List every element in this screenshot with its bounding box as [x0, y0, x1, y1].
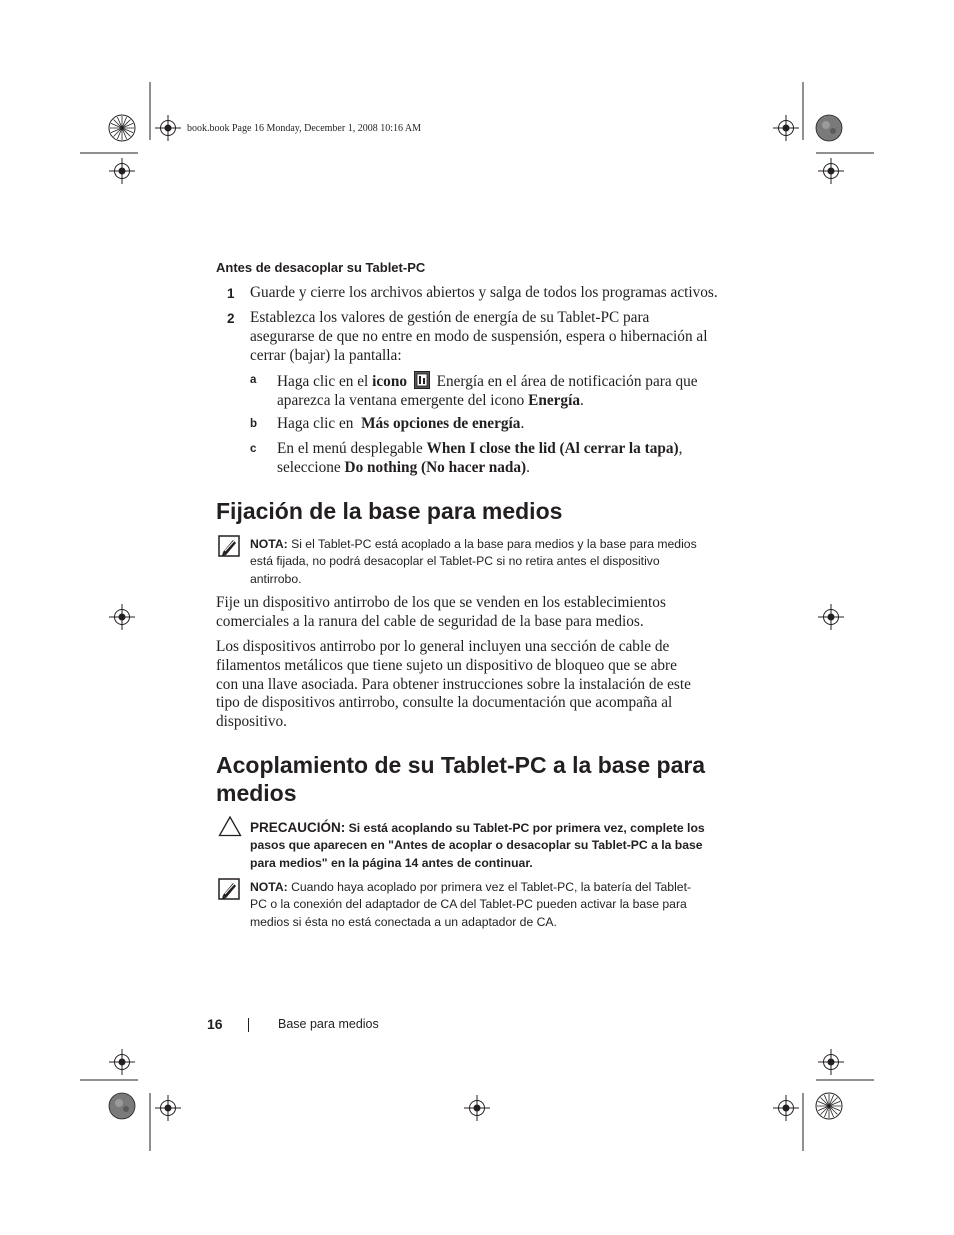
note-pencil-icon — [218, 878, 240, 900]
registration-mark — [109, 1049, 135, 1075]
power-meter-icon — [414, 371, 430, 389]
substep-text: En el menú desplegable When I close the lid (Al cerrar la tapa), seleccione Do nothing (No hacer nada). — [277, 440, 683, 476]
page-number: 16 — [207, 1016, 223, 1032]
registration-mark — [818, 604, 844, 630]
substep-letter: c — [250, 443, 257, 455]
substep-text: Haga clic en Más opciones de energía. — [277, 415, 525, 432]
note-docking: NOTA: Cuando haya acoplado por primera vez el Tablet-PC, la batería del Tablet- PC o la conexión del adaptador de CA del Tablet-PC pueden activar la base para medios si ésta no está conectada a un adaptador de CA. — [250, 880, 692, 929]
registration-mark — [818, 158, 844, 184]
substep-letter: a — [250, 374, 257, 386]
print-header: book.book Page 16 Monday, December 1, 2008 10:16 AM — [187, 123, 422, 134]
registration-mark — [155, 115, 181, 141]
substep-letter: b — [250, 418, 258, 430]
step-number: 2 — [227, 311, 235, 326]
gray-mark — [109, 1093, 135, 1119]
starburst-mark — [816, 1093, 842, 1119]
caution-triangle-icon — [218, 815, 242, 837]
paragraph: Los dispositivos antirrobo por lo general incluyen una sección de cable de filamentos metálicos que tiene sujeto un dispositivo de bloqueo que se abre con una llave asociada. Para obtener instrucciones sobre la instalación de este tipo de dispositivos antirrobo, consulte la documentación que acompaña al dispositivo. — [216, 638, 691, 731]
registration-mark — [109, 604, 135, 630]
subheading-before-undock: Antes de desacoplar su Tablet-PC — [216, 260, 426, 275]
registration-mark — [109, 158, 135, 184]
step-number: 1 — [227, 286, 235, 301]
step-text: Establezca los valores de gestión de energía de su Tablet-PC para asegurarse de que no entre en modo de suspensión, espera o hibernación al cerrar (bajar) la pantalla: — [250, 309, 708, 364]
registration-mark — [155, 1095, 181, 1121]
registration-mark — [773, 1095, 799, 1121]
registration-mark — [818, 1049, 844, 1075]
starburst-mark — [109, 115, 135, 141]
step-text: Guarde y cierre los archivos abiertos y salga de todos los programas activos. — [250, 284, 718, 301]
paragraph: Fije un dispositivo antirrobo de los que se venden en los establecimientos comerciales a la ranura del cable de seguridad de la base para medios. — [216, 594, 666, 630]
note-fixing: NOTA: Si el Tablet-PC está acoplado a la base para medios y la base para medios está fijada, no podrá desacoplar el Tablet-PC si no retira antes el dispositivo antirrobo. — [250, 537, 697, 586]
gray-mark — [816, 115, 842, 141]
footer-divider — [248, 1018, 249, 1032]
caution-docking: PRECAUCIÓN: Si está acoplando su Tablet-PC por primera vez, complete los pasos que aparecen en "Antes de acoplar o desacoplar su Tablet-PC a la base para medios" en la página 14 antes de continuar. — [250, 820, 705, 870]
section-heading: Acoplamiento de su Tablet-PC a la base para medios — [216, 752, 706, 806]
registration-mark — [464, 1095, 490, 1121]
registration-mark — [773, 115, 799, 141]
section-heading: Fijación de la base para medios — [216, 498, 563, 524]
substep-text: Haga clic en el icono Energía en el área de notificación para que aparezca la ventana emergente del icono Energía. — [277, 373, 698, 409]
note-pencil-icon — [218, 535, 240, 557]
footer-section-title: Base para medios — [278, 1017, 379, 1031]
